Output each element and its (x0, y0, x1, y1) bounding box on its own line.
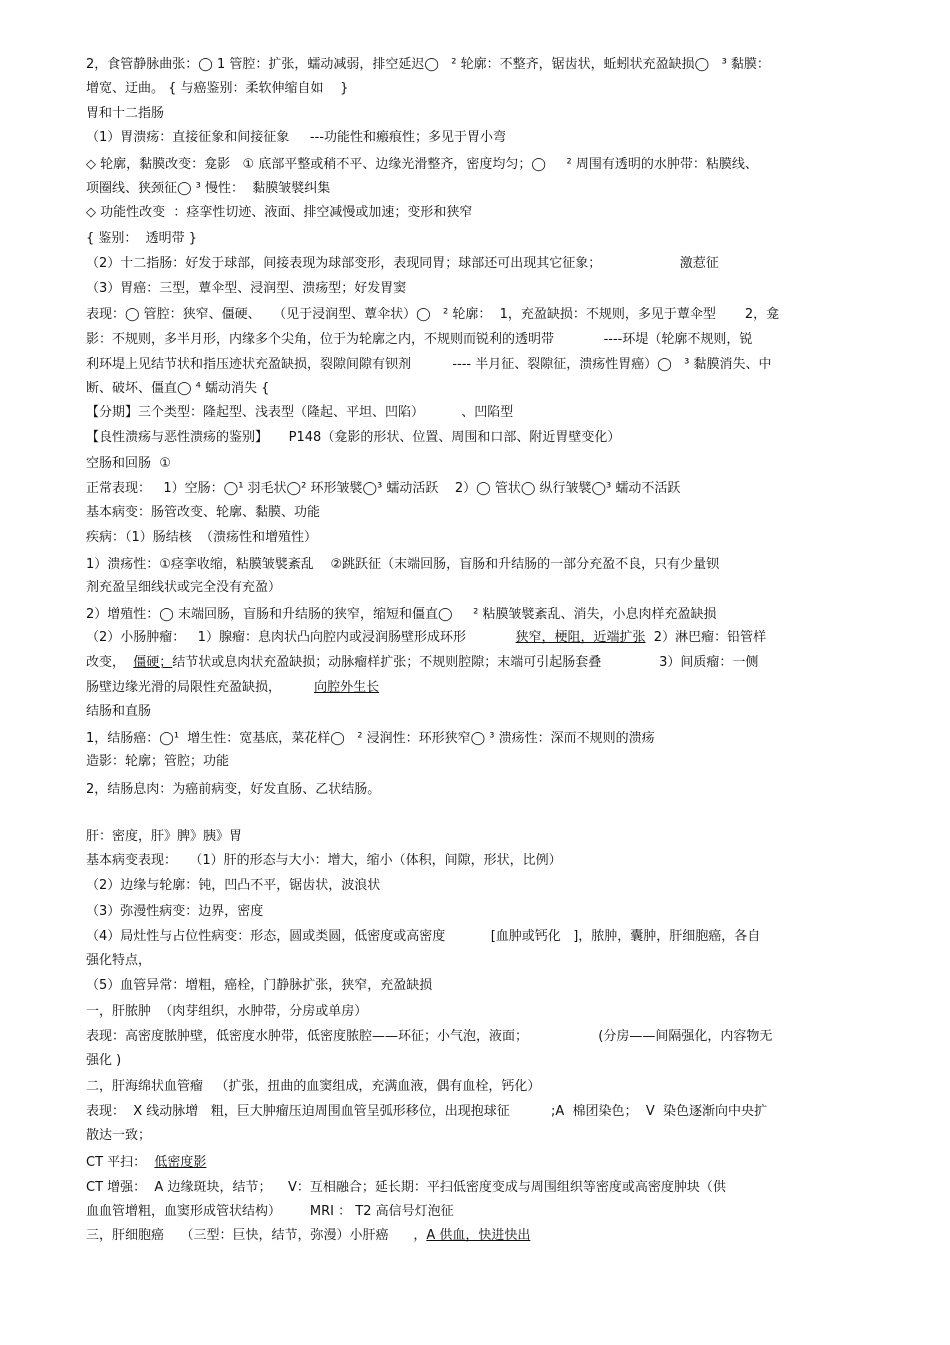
text-line: （3）弥漫性病变：边界，密度 (86, 904, 264, 919)
underlined-text: 狭窄，梗阻，近端扩张 (515, 630, 646, 645)
text-line: 一，肝脓肿 （肉芽组织，水肿带，分房或单房） (86, 1004, 368, 1019)
text-line: ◇ 功能性改变 ：痉挛性切迹、液面、排空减慢或加速；变形和狭窄 (86, 205, 473, 220)
text-line: 影：不规则，多半月形，内缘多个尖角，位于为轮廓之内，不规则而锐利的透明带 ----环堤（轮廓不规则，锐 (86, 332, 753, 347)
text-line: { 鉴别： 透明带 } (86, 231, 198, 246)
text-run: 2）淋巴瘤：铅管样 (645, 630, 767, 645)
section-heading: 肝：密度，肝》脾》胰》胃 (86, 829, 243, 844)
text-line: CT 增强： A 边缘斑块，结节； V：互相融合；延长期：平扫低密度变成与周围组织等密度或高密度肿块（供 (86, 1180, 726, 1195)
text-line: （1）胃溃疡：直接征象和间接征象 ---功能性和瘢痕性；多见于胃小弯 (86, 130, 507, 145)
text-line: 强化 ) (86, 1053, 122, 1068)
text-line: 正常表现： 1）空肠：◯¹ 羽毛状◯² 环形皱襞◯³ 蠕动活跃 2）◯ 管状◯ 纵行皱襞◯³ 蠕动不活跃 (86, 481, 681, 496)
text-line: （3）胃癌：三型，蕈伞型、浸润型、溃疡型；好发胃窦 (86, 281, 407, 296)
text-line: 1，结肠癌：◯¹ 增生性：宽基底，菜花样◯ ² 浸润性：环形狭窄◯ ³ 溃疡性：深而不规则的溃疡 (86, 731, 655, 746)
text-line: 【分期】三个类型：隆起型、浅表型（隆起、平坦、凹陷） 、凹陷型 (86, 405, 514, 420)
underlined-text: 低密度影 (154, 1155, 207, 1170)
text-line: 利环堤上见结节状和指压迹状充盈缺损，裂隙间隙有钡剂 ---- 半月征、裂隙征，溃疡性胃癌）◯ ³ 黏膜消失、中 (86, 357, 772, 372)
text-line (86, 653, 876, 673)
text-run: 结节状或息肉状充盈缺损；动脉瘤样扩张；不规则腔隙；末端可引起肠套叠 3）间质瘤：一侧 (172, 655, 759, 670)
text-line: 疾病：（1）肠结核 （溃疡性和增殖性） (86, 530, 318, 545)
text-line: 强化特点， (86, 953, 152, 968)
underlined-text: 僵硬； (133, 655, 173, 670)
text-line: 表现： X 线动脉增 粗，巨大肿瘤压迫周围血管呈弧形移位，出现抱球征 ;A 棉团染色； V 染色逐渐向中央扩 (86, 1104, 767, 1119)
text-line: 血血管增粗，血窦形成管状结构） MRI ： T2 高信号灯泡征 (86, 1204, 454, 1219)
text-line: 断、破坏、僵直◯ ⁴ 蠕动消失 { (86, 381, 270, 396)
text-line: 增宽、迂曲。 { 与癌鉴别：柔软伸缩自如 } (86, 81, 349, 96)
section-heading: 胃和十二指肠 (86, 106, 165, 121)
text-line: （2）十二指肠：好发于球部，间接表现为球部变形，表现同胃；球部还可出现其它征象； 激惹征 (86, 256, 719, 271)
text-line: 造影：轮廓；管腔；功能 (86, 754, 230, 769)
text-line: 2）增殖性：◯ 末端回肠，盲肠和升结肠的狭窄，缩短和僵直◯ ² 粘膜皱襞紊乱、消失，小息肉样充盈缺损 (86, 607, 717, 622)
text-line: （5）血管异常：增粗，癌栓，门静脉扩张，狭窄，充盈缺损 (86, 978, 433, 993)
text-line: 项圈线、狭颈征◯ ³ 慢性： 黏膜皱襞纠集 (86, 181, 331, 196)
text-run: 三，肝细胞癌 （三型：巨快，结节，弥漫）小肝癌 ， (86, 1228, 427, 1243)
text-line: 【良性溃疡与恶性溃疡的鉴别】 P148（龛影的形状、位置、周围和口部、附近胃壁变化） (86, 430, 621, 445)
text-run: 肠壁边缘光滑的局限性充盈缺损， (86, 680, 315, 695)
text-line: 基本病变：肠管改变、轮廓、黏膜、功能 (86, 505, 321, 520)
text-line: 基本病变表现： （1）肝的形态与大小：增大，缩小（体积，间隙，形状，比例） (86, 853, 562, 868)
text-run: CT 平扫： (86, 1155, 155, 1170)
text-run: （2）小肠肿瘤： 1）腺瘤：息肉状凸向腔内或浸润肠壁形成环形 (86, 630, 516, 645)
text-line: ◇ 轮廓，黏膜改变：龛影 ① 底部平整或稍不平、边缘光滑整齐，密度均匀；◯ ² 周围有透明的水肿带：粘膜线、 (86, 157, 758, 172)
text-line: 1）溃疡性：①痉挛收缩，粘膜皱襞紊乱 ②跳跃征（末端回肠，盲肠和升结肠的一部分充盈不良，只有少量钡 (86, 557, 720, 572)
text-line: 剂充盈呈细线状或完全没有充盈） (86, 580, 282, 595)
text-line: 散达一致； (86, 1128, 152, 1143)
text-line: 二，肝海绵状血管瘤 （扩张，扭曲的血窦组成，充满血液，偶有血栓，钙化） (86, 1079, 541, 1094)
text-line: 表现：◯ 管腔：狭窄、僵硬、 （见于浸润型、蕈伞状）◯ ² 轮廓： 1，充盈缺损：不规则，多见于蕈伞型 2，龛 (86, 307, 780, 322)
section-heading: 空肠和回肠 ① (86, 456, 171, 471)
text-line (86, 1226, 876, 1246)
text-line: （2）边缘与轮廓：钝，凹凸不平，锯齿状，波浪状 (86, 878, 381, 893)
text-line: 2，结肠息肉：为癌前病变，好发直肠、乙状结肠。 (86, 782, 381, 797)
section-heading: 结肠和直肠 (86, 704, 152, 719)
underlined-text: 向腔外生长 (314, 680, 380, 695)
underlined-text: A 供血，快进快出 (426, 1228, 531, 1243)
text-line: （4）局灶性与占位性病变：形态，圆或类圆，低密度或高密度 [血肿或钙化 ]，脓肿，囊肿，肝细胞癌，各自 (86, 929, 761, 944)
text-line (86, 678, 876, 698)
text-line: 2，食管静脉曲张：◯ 1 管腔：扩张，蠕动减弱，排空延迟◯ ² 轮廓：不整齐，锯齿状，蚯蚓状充盈缺损◯ ³ 黏膜： (86, 57, 770, 72)
text-line: 表现：高密度脓肿壁，低密度水肿带，低密度脓腔——环征；小气泡，液面； (分房——间隔强化，内容物无 (86, 1029, 773, 1044)
text-run: 改变， (86, 655, 134, 670)
text-line (86, 1153, 876, 1173)
text-line (86, 628, 876, 648)
